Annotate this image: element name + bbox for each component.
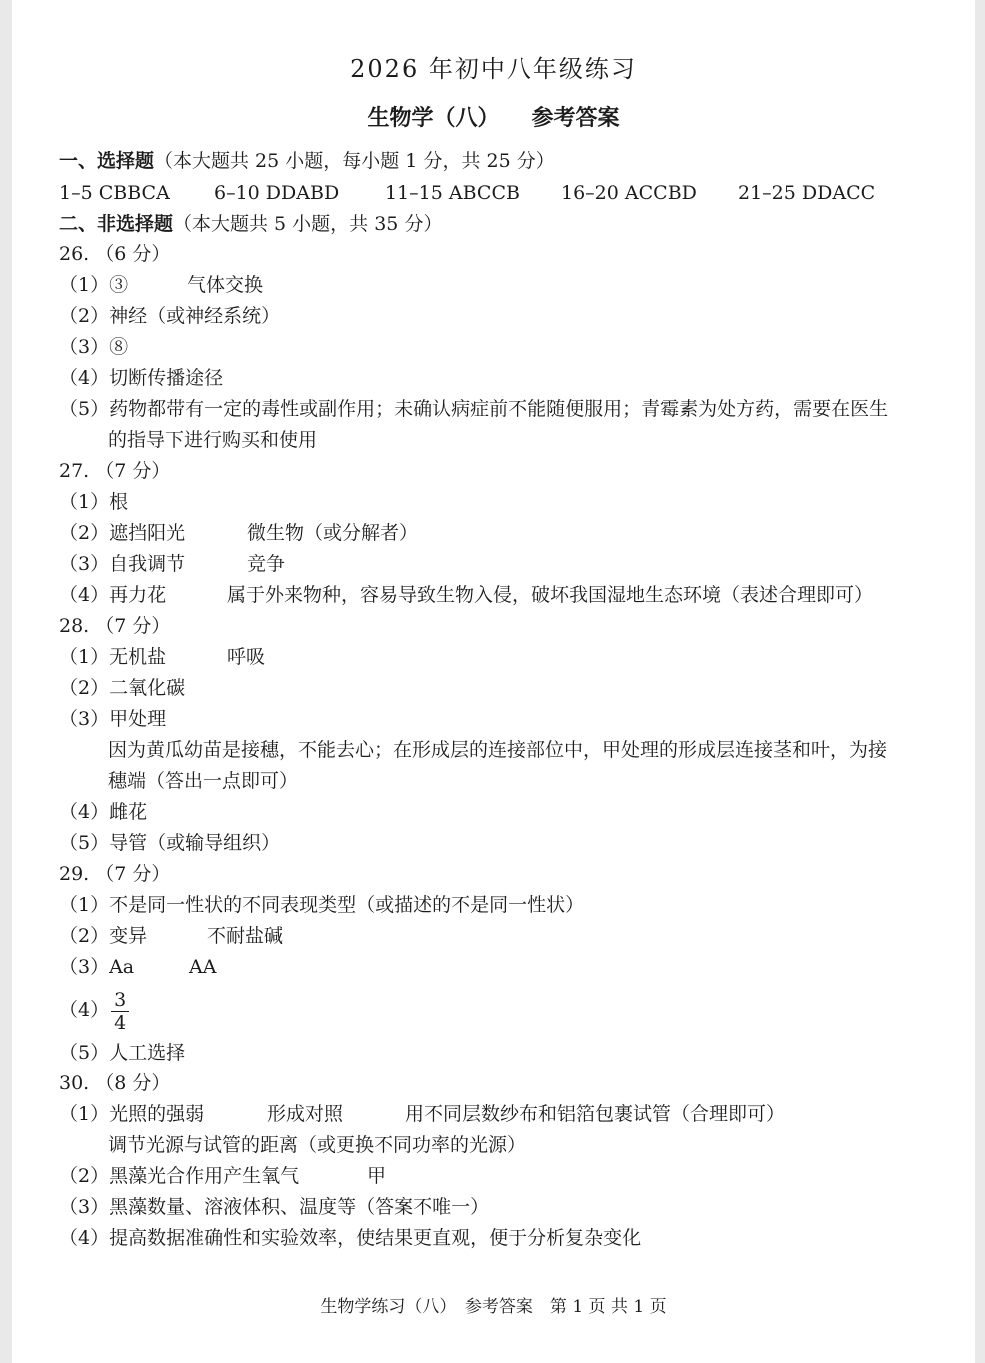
q27-answer-2: （2）遮挡阳光 微生物（或分解者） [59, 522, 419, 544]
fraction-denominator: 4 [114, 1011, 127, 1034]
q29-answer-1: （1）不是同一性状的不同表现类型（或描述的不是同一性状） [59, 894, 585, 916]
q28-answer-3-explanation: 因为黄瓜幼苗是接穗，不能去心；在形成层的连接部位中，甲处理的形成层连接茎和叶，为接 [108, 739, 888, 761]
q27-answer-4: （4）再力花 属于外来物种，容易导致生物入侵，破坏我国湿地生态环境（表述合理即可） [59, 584, 874, 606]
q26-answer-5-cont: 的指导下进行购买和使用 [108, 429, 318, 451]
mc-answer-group: 1–5 CBBCA [59, 182, 170, 204]
mc-answers-row [59, 180, 959, 206]
q30-answer-2: （2）黑藻光合作用产生氧气 甲 [59, 1165, 387, 1187]
q26-answer-5: （5）药物都带有一定的毒性或副作用；未确认病症前不能随便服用；青霉素为处方药，需要在医生 [59, 398, 889, 420]
q26-answer-2: （2）神经（或神经系统） [59, 305, 281, 327]
subtitle-subject: 生物学（八） [367, 105, 500, 131]
q27-answer-3: （3）自我调节 竞争 [59, 553, 286, 575]
q28-answer-5: （5）导管（或输导组织） [59, 832, 281, 854]
document-subtitle [12, 103, 975, 133]
q29-answer-2: （2）变异 不耐盐碱 [59, 925, 284, 947]
q30-heading: 30. （8 分） [59, 1072, 171, 1094]
q30-answer-1-cont: 调节光源与试管的距离（或更换不同功率的光源） [108, 1134, 527, 1156]
q26-answer-3: （3）⑧ [59, 336, 129, 358]
q29-answer-4: （4） $\frac{3}{4}$ [59, 988, 129, 1034]
mc-answer-group: 21–25 DDACC [738, 182, 876, 204]
page-footer: 生物学练习（八） 参考答案 第 1 页 共 1 页 [320, 1297, 667, 1317]
q26-answer-4: （4）切断传播途径 [59, 367, 224, 389]
q28-answer-4: （4）雌花 [59, 801, 148, 823]
section1-heading: 一、选择题（本大题共 25 小题，每小题 1 分，共 25 分） [59, 150, 555, 172]
q27-heading: 27. （7 分） [59, 460, 171, 482]
mc-answer-group: 16–20 ACCBD [561, 182, 697, 204]
q30-answer-1: （1）光照的强弱 形成对照 用不同层数纱布和铝箔包裹试管（合理即可） [59, 1103, 786, 1125]
q27-answer-1: （1）根 [59, 491, 129, 513]
fraction [111, 989, 129, 1034]
q28-answer-3-explanation-cont: 穗端（答出一点即可） [108, 770, 299, 792]
q28-answer-3: （3）甲处理 [59, 708, 167, 730]
answer-sheet-page [12, 0, 975, 1363]
q29-answer-3: （3）Aa AA [59, 956, 217, 978]
q28-heading: 28. （7 分） [59, 615, 171, 637]
q30-answer-4: （4）提高数据准确性和实验效率，使结果更直观，便于分析复杂变化 [59, 1227, 642, 1249]
q30-answer-3: （3）黑藻数量、溶液体积、温度等（答案不唯一） [59, 1196, 490, 1218]
mc-answer-group: 11–15 ABCCB [385, 182, 520, 204]
fraction-numerator: 3 [111, 989, 129, 1012]
q29-answer-5: （5）人工选择 [59, 1042, 186, 1064]
q29-heading: 29. （7 分） [59, 863, 171, 885]
mc-answer-group: 6–10 DDABD [214, 182, 340, 204]
document-title: 2026 年初中八年级练习 [350, 55, 637, 83]
q28-answer-2: （2）二氧化碳 [59, 677, 186, 699]
q28-answer-1: （1）无机盐 呼吸 [59, 646, 266, 668]
subtitle-answer-key: 参考答案 [531, 105, 620, 131]
q26-answer-1: （1）③ 气体交换 [59, 274, 264, 296]
section2-heading: 二、非选择题（本大题共 5 小题，共 35 分） [59, 213, 443, 235]
q26-heading: 26. （6 分） [59, 243, 171, 265]
